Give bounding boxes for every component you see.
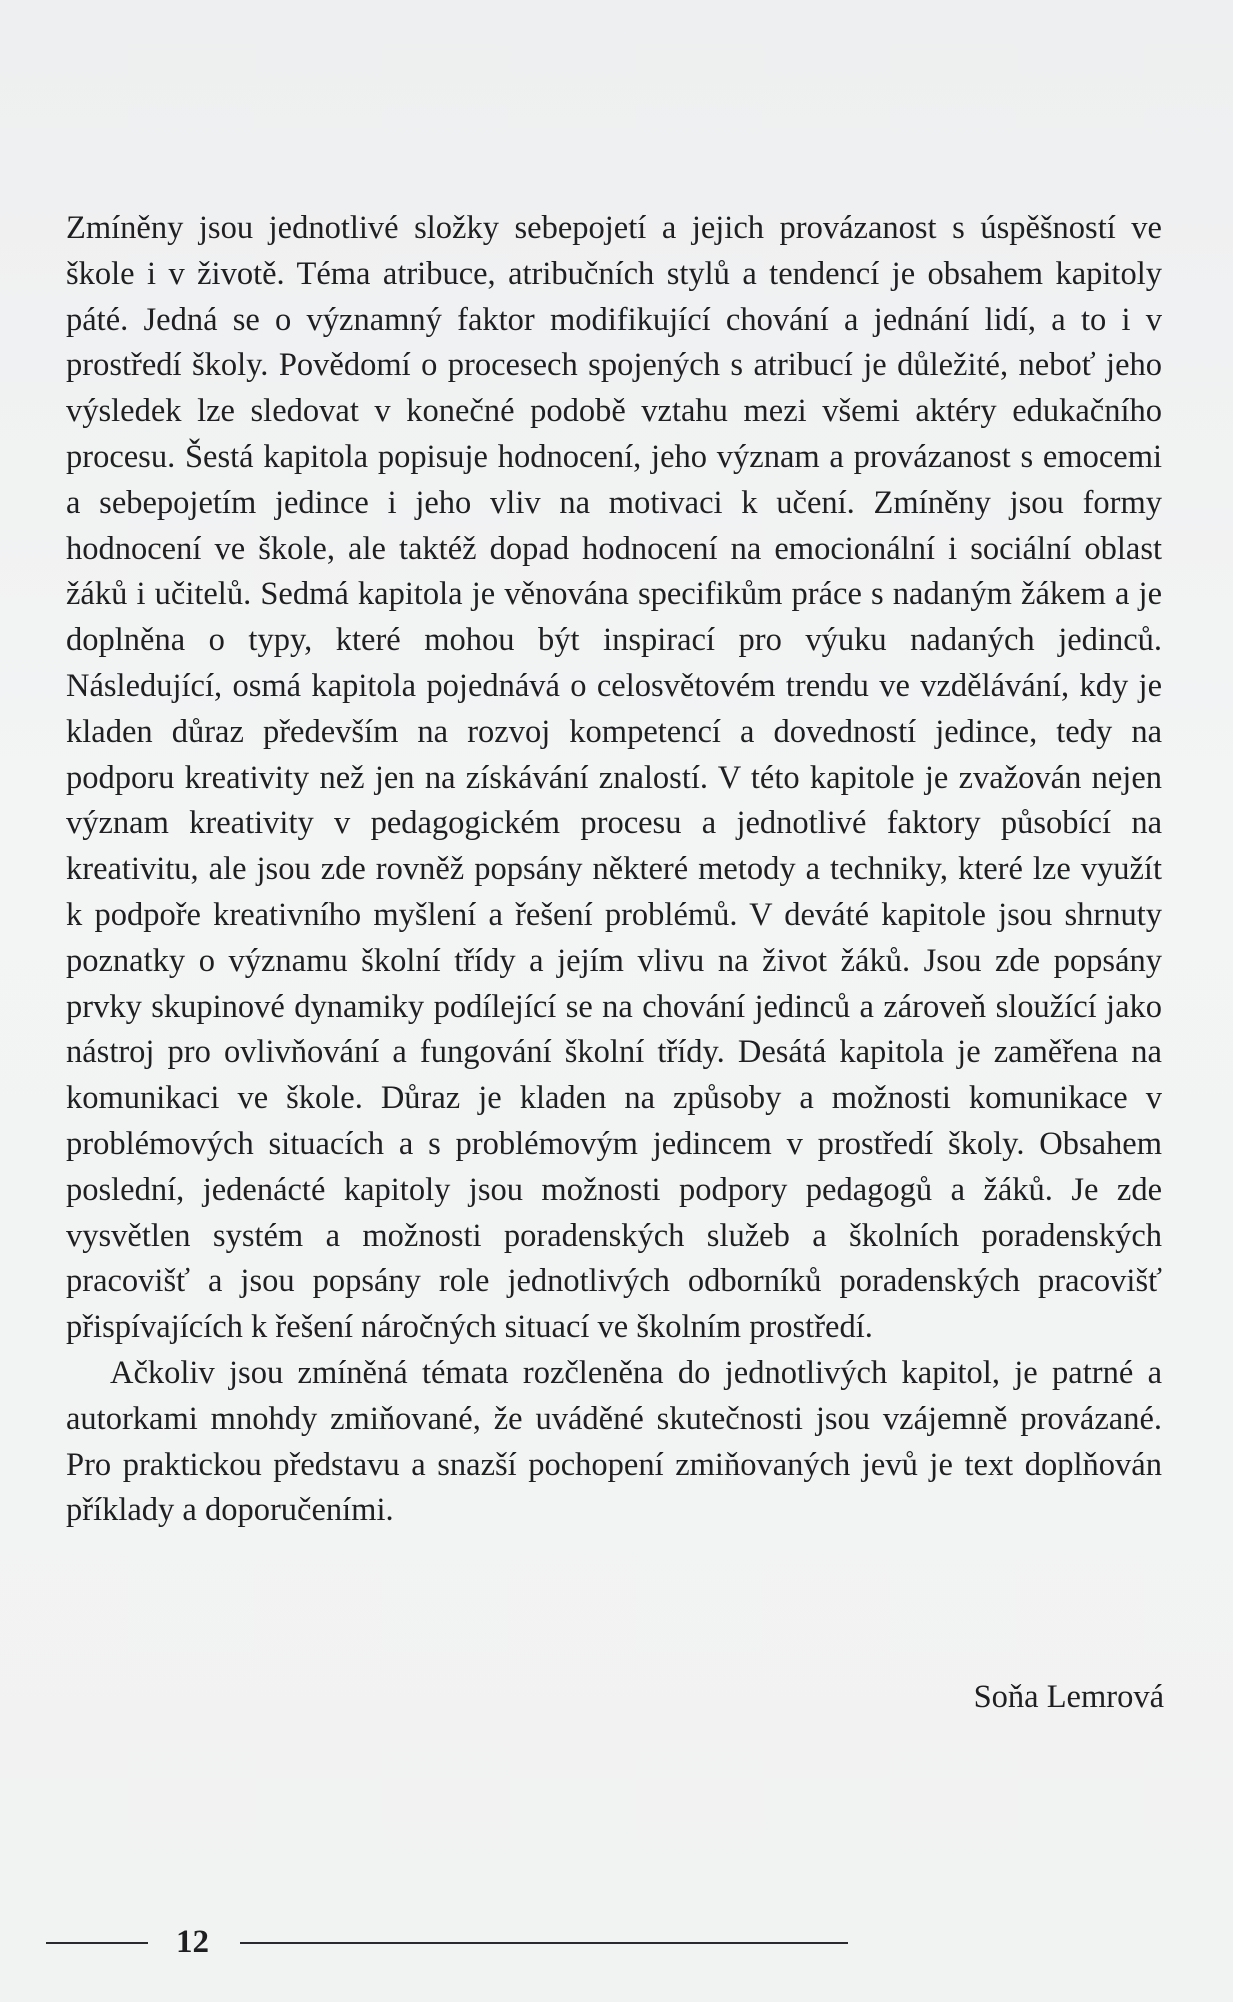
paragraph-1: Zmíněny jsou jednotlivé složky sebepojetí a jejich provázanost s úspěšností ve škole i v životě. Téma atribuce, atribučních stylů a tendencí je obsahem kapitoly páté. Jedná se o významný faktor modifikující chování a jednání lidí, a to i v prostředí školy. Povědomí o procesech spojených s atribucí je důležité, neboť jeho výsledek lze sledovat v konečné podobě vztahu mezi všemi aktéry edukačního procesu. Šestá kapitola popisuje hodnocení, jeho význam a provázanost s emocemi a sebepojetím jedince i jeho vliv na motivaci k učení. Zmíněny jsou formy hodnocení ve škole, ale taktéž dopad hodnocení na emocionální i sociální oblast žáků i učitelů. Sedmá kapitola je věnována specifikům práce s nadaným žákem a je doplněna o typy, které mohou být inspirací pro výuku nadaných jedinců. Následující, osmá kapitola pojednává o celosvětovém trendu ve vzdělávání, kdy je kladen důraz především na rozvoj kompetencí a dovedností jedince, tedy na podporu kreativity než jen na získávání znalostí. V této kapitole je zvažován nejen význam kreativity v pedagogickém procesu a jednotlivé faktory působící na kreativitu, ale jsou zde rovněž popsány některé metody a techniky, které lze využít k podpoře kreativního myšlení a řešení problémů. V deváté kapitole jsou shrnuty poznatky o významu školní třídy a jejím vlivu na život žáků. Jsou zde popsány prvky skupinové dynamiky podílející se na chování jedinců a zároveň sloužící jako nástroj pro ovlivňování a fungování školní třídy. Desátá kapitola je zaměřena na komunikaci ve škole. Důraz je kladen na způsoby a možnosti komunikace v problémových situacích a s problémovým jedincem v prostředí školy. Obsahem poslední, jedenácté kapitoly jsou možnosti podpory pedagogů a žáků. Je zde vysvětlen systém a možnosti poradenských služeb a školních poradenských pracovišť a jsou popsány role jednotlivých odborníků poradenských pracovišť přispívajících k řešení náročných situací ve školním prostředí. (66, 210, 1162, 1346)
page-number: 12 (176, 1924, 209, 1960)
author-signature: Soňa Lemrová (973, 1679, 1164, 1715)
body-text (66, 206, 1162, 1534)
page-footer (0, 1920, 1233, 1964)
footer-rule-left (46, 1942, 148, 1944)
paragraph-2: Ačkoliv jsou zmíněná témata rozčleněna do jednotlivých kapitol, je patrné a autorkami mnohdy zmiňované, že uváděné skutečnosti jsou vzájemně provázané. Pro praktickou představu a snazší pochopení zmiňovaných jevů je text doplňován příklady a doporučeními. (66, 1354, 1162, 1529)
footer-rule-right (240, 1942, 848, 1944)
